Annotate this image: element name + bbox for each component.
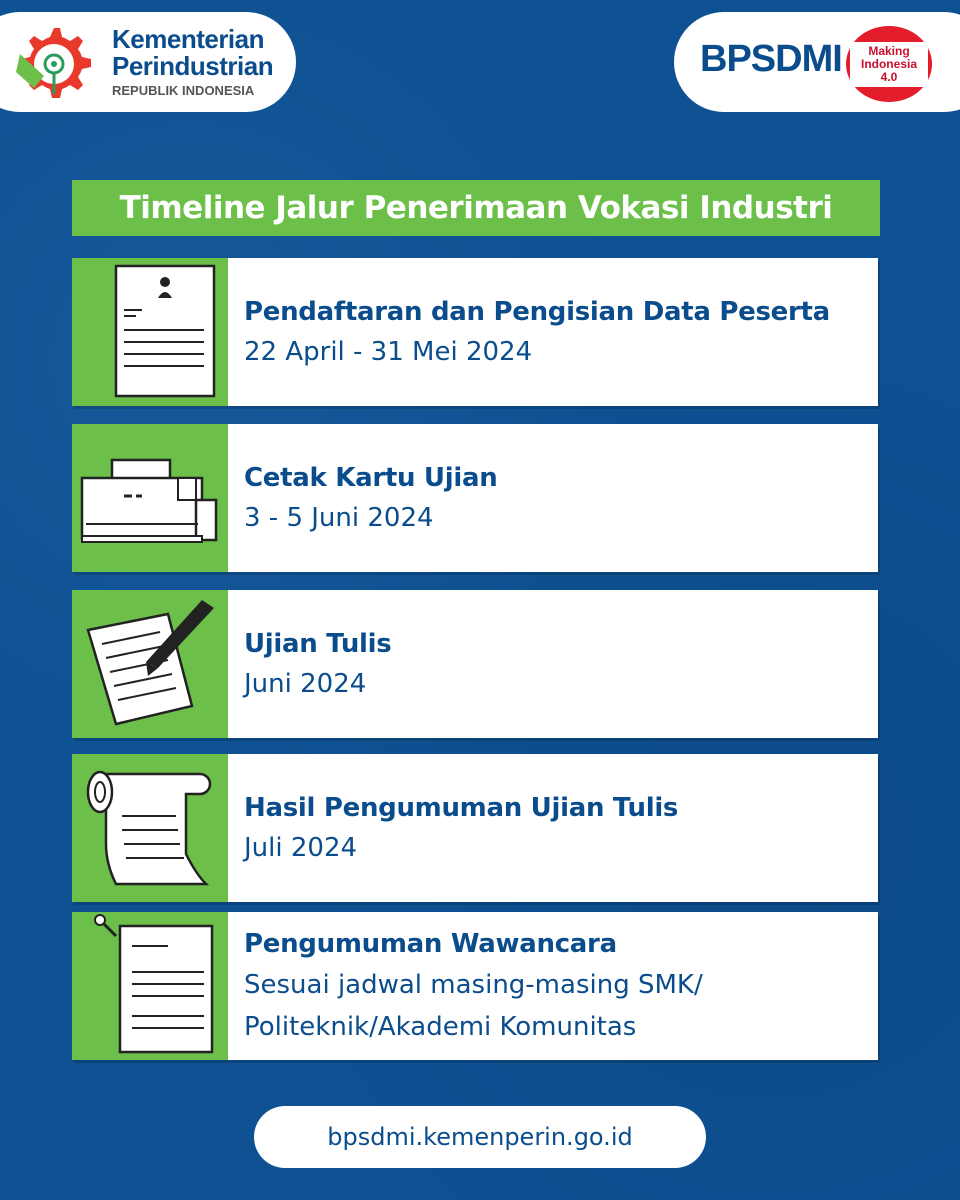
timeline-date: Juli 2024 <box>244 833 358 863</box>
timeline-icon-panel <box>72 912 228 1060</box>
ministry-subtitle: REPUBLIK INDONESIA <box>112 83 255 98</box>
ministry-name-line1: Kementerian <box>112 24 264 54</box>
timeline-title: Pendaftaran dan Pengisian Data Peserta <box>244 297 830 327</box>
timeline-date: Juni 2024 <box>244 669 367 699</box>
timeline-date: Sesuai jadwal masing-masing SMK/ Politeknik/Akademi Komunitas <box>244 970 703 1042</box>
timeline-item-exam-results <box>72 754 878 902</box>
agency-name: BPSDMI <box>700 38 842 80</box>
website-link[interactable]: bpsdmi.kemenperin.go.id <box>254 1106 706 1168</box>
timeline-date: 3 - 5 Juni 2024 <box>244 503 434 533</box>
timeline-icon-panel <box>72 754 228 902</box>
timeline-icon-panel <box>72 258 228 406</box>
timeline-item-written-exam <box>72 590 878 738</box>
timeline-item-interview <box>72 912 878 1060</box>
timeline-icon-panel <box>72 424 228 572</box>
badge-line3: 4.0 <box>880 69 898 84</box>
timeline-title: Ujian Tulis <box>244 629 392 659</box>
timeline-title: Hasil Pengumuman Ujian Tulis <box>244 793 679 823</box>
page-title: Timeline Jalur Penerimaan Vokasi Industri <box>72 180 880 236</box>
making-indonesia-badge <box>846 26 932 102</box>
ministry-name-line2: Perindustrian <box>112 51 274 81</box>
ministry-wordmark <box>112 26 273 98</box>
timeline-item-print-card <box>72 424 878 572</box>
printer-icon <box>72 424 228 572</box>
scroll-icon <box>72 754 228 902</box>
pinned-paper-icon <box>72 912 228 1060</box>
form-document-icon <box>72 258 228 406</box>
timeline-item-registration <box>72 258 878 406</box>
timeline-title: Cetak Kartu Ujian <box>244 463 498 493</box>
timeline-date: 22 April - 31 Mei 2024 <box>244 337 533 367</box>
timeline-title: Pengumuman Wawancara <box>244 929 617 959</box>
badge-line1: Making <box>868 43 910 58</box>
timeline-icon-panel <box>72 590 228 738</box>
ministry-gear-logo-icon <box>14 24 94 104</box>
badge-line2: Indonesia <box>860 56 917 71</box>
pen-paper-icon <box>72 590 228 738</box>
